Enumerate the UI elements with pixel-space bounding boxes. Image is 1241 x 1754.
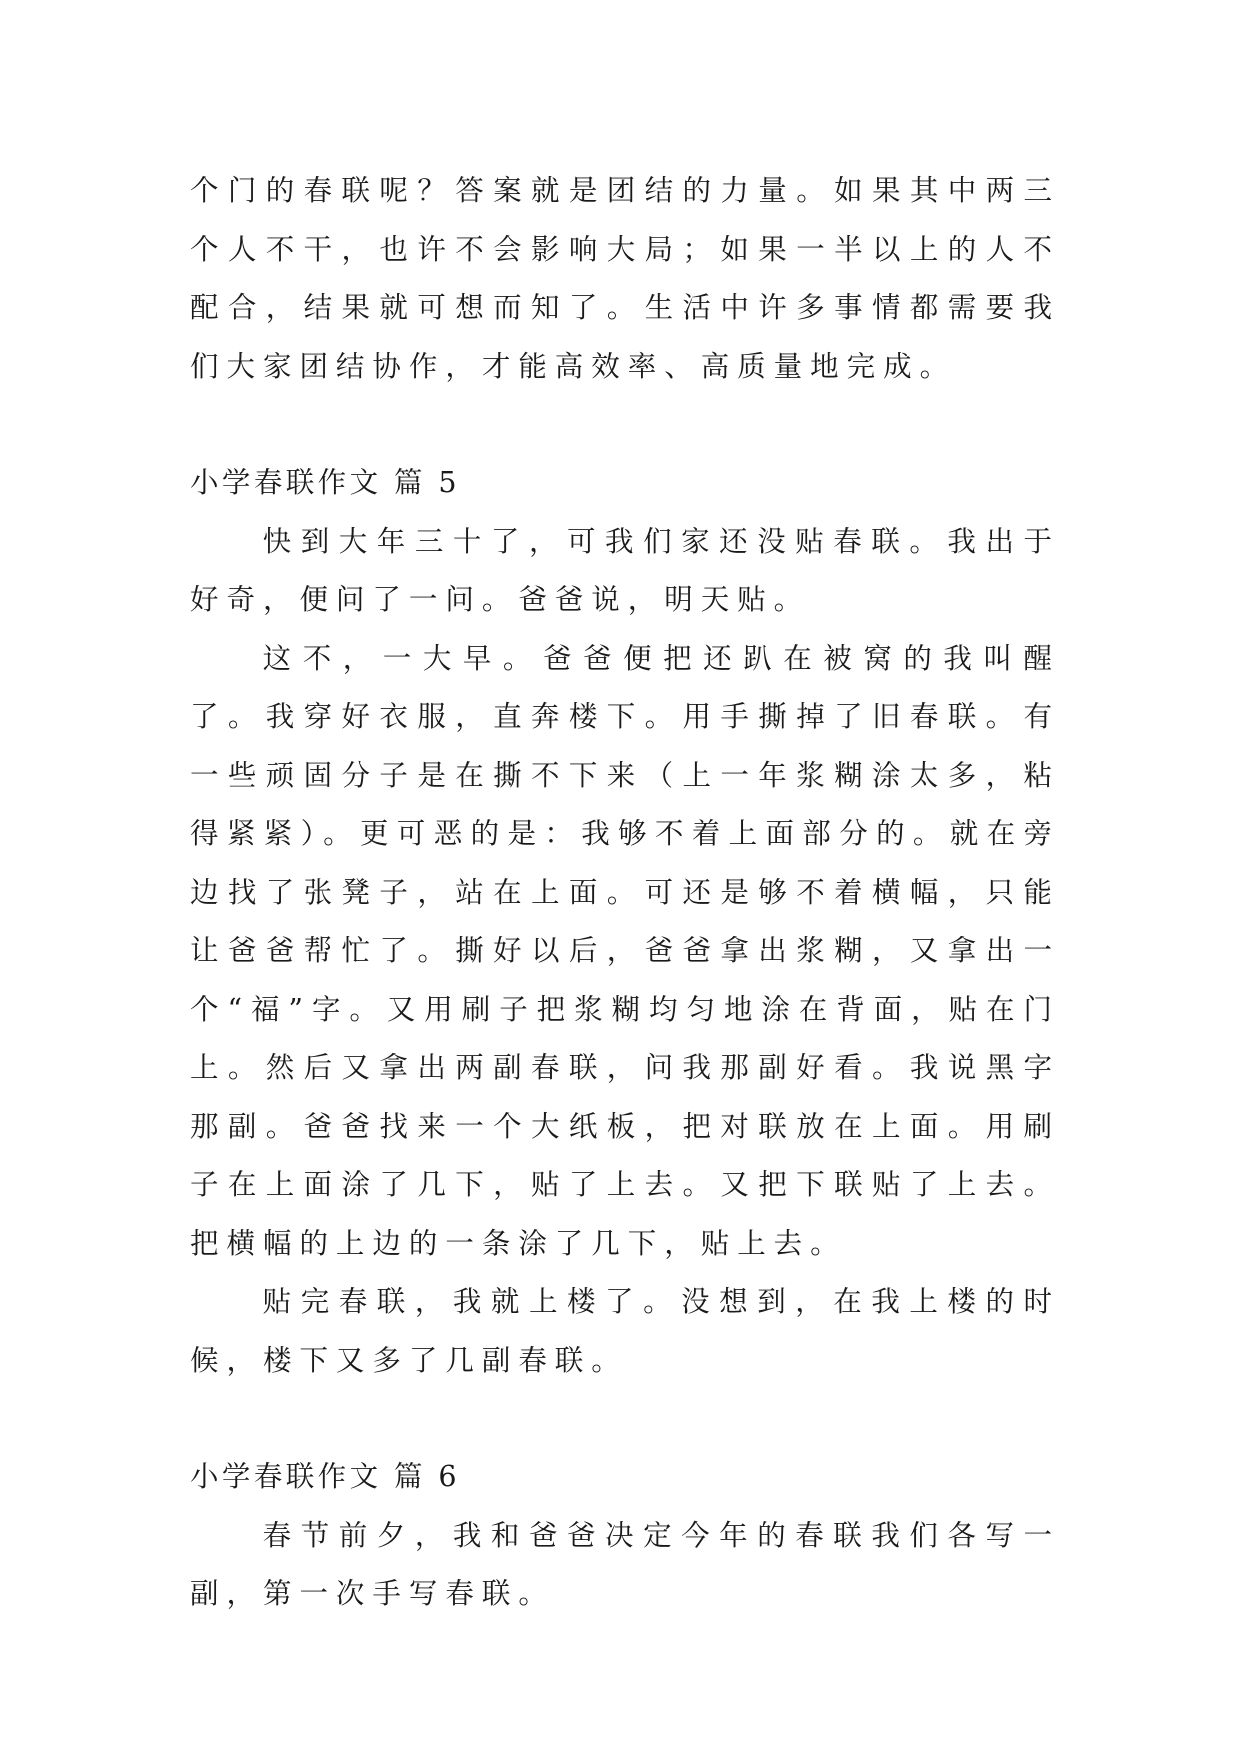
section-5-paragraph-1: 快到大年三十了，可我们家还没贴春联。我出于好奇，便问了一问。爸爸说，明天贴。 xyxy=(190,524,1060,616)
section-5-paragraph-2: 这不，一大早。爸爸便把还趴在被窝的我叫醒了。我穿好衣服，直奔楼下。用手撕掉了旧春联。有一些顽固分子是在撕不下来（上一年浆糊涂太多，粘得紧紧）。更可恶的是：我够不着上面部分的。就在旁边找了张凳子，站在上面。可还是够不着横幅，只能让爸爸帮忙了。撕好以后，爸爸拿出浆糊，又拿出一个“福”字。又用刷子把浆糊均匀地涂在背面，贴在门上。然后又拿出两副春联，问我那副好看。我说黑字那副。爸爸找来一个大纸板，把对联放在上面。用刷子在上面涂了几下，贴了上去。又把下联贴了上去。把横幅的上边的一条涂了几下，贴上去。 xyxy=(190,641,1060,1260)
intro-paragraph: 个门的春联呢？答案就是团结的力量。如果其中两三个人不干，也许不会影响大局；如果一半以上的人不配合，结果就可想而知了。生活中许多事情都需要我们大家团结协作，才能高效率、高质量地完成。 xyxy=(190,174,1060,383)
section-5-label: 篇 5 xyxy=(394,466,460,499)
section-5-title: 小学春联作文 xyxy=(190,466,382,499)
section-6-paragraph-1: 春节前夕，我和爸爸决定今年的春联我们各写一副，第一次手写春联。 xyxy=(190,1518,1060,1610)
document-page xyxy=(190,162,1060,1624)
section-5-heading xyxy=(190,454,1060,513)
section-gap xyxy=(190,396,1060,454)
section-6-title: 小学春联作文 xyxy=(190,1460,382,1493)
section-6-heading xyxy=(190,1448,1060,1507)
section-gap xyxy=(190,1390,1060,1448)
section-6-label: 篇 6 xyxy=(394,1460,460,1493)
section-5-paragraph-3: 贴完春联，我就上楼了。没想到，在我上楼的时候，楼下又多了几副春联。 xyxy=(190,1285,1060,1377)
